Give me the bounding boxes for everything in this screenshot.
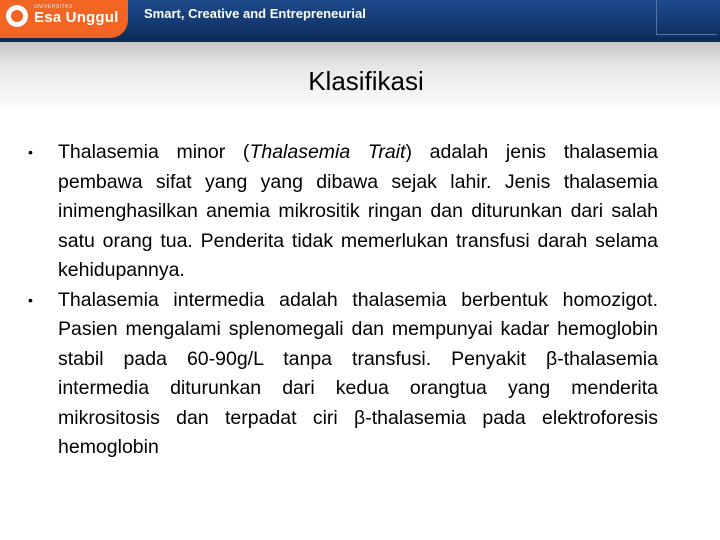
- logo-subtext: UNIVERSITAS: [34, 4, 73, 10]
- bullet-icon: •: [28, 144, 33, 160]
- bullet-item: [28, 286, 658, 463]
- header-corner-frame: [656, 0, 717, 35]
- bullet-icon: •: [28, 291, 33, 308]
- header-tagline: Smart, Creative and Entrepreneurial: [144, 6, 366, 21]
- university-logo: [0, 0, 128, 38]
- logo-emblem-icon: [6, 5, 28, 27]
- slide-title: Klasifikasi: [308, 66, 424, 96]
- logo-text: Esa Unggul: [34, 9, 119, 26]
- bullet-item: [28, 138, 658, 286]
- slide-content: [28, 138, 658, 463]
- bullet-text: Thalasemia intermedia adalah thalasemia berbentuk homozigot. Pasien mengalami splenomegali dan mempunyai kadar hemoglobin stabil pada 60-90g/L tanpa transfusi. Penyakit β-thalasemia intermedia diturunkan dari kedua orangtua yang menderita mikrositosis dan terpadat ciri β-thalasemia pada elektroforesis hemoglobin: [58, 288, 658, 458]
- bullet-text: Thalasemia minor (Thalasemia Trait) adalah jenis thalasemia pembawa sifat yang yang dibawa sejak lahir. Jenis thalasemia inimenghasilkan anemia mikrositik ringan dan diturunkan dari salah satu orang tua. Penderita tidak memerlukan transfusi darah selama kehidupannya.: [58, 141, 659, 281]
